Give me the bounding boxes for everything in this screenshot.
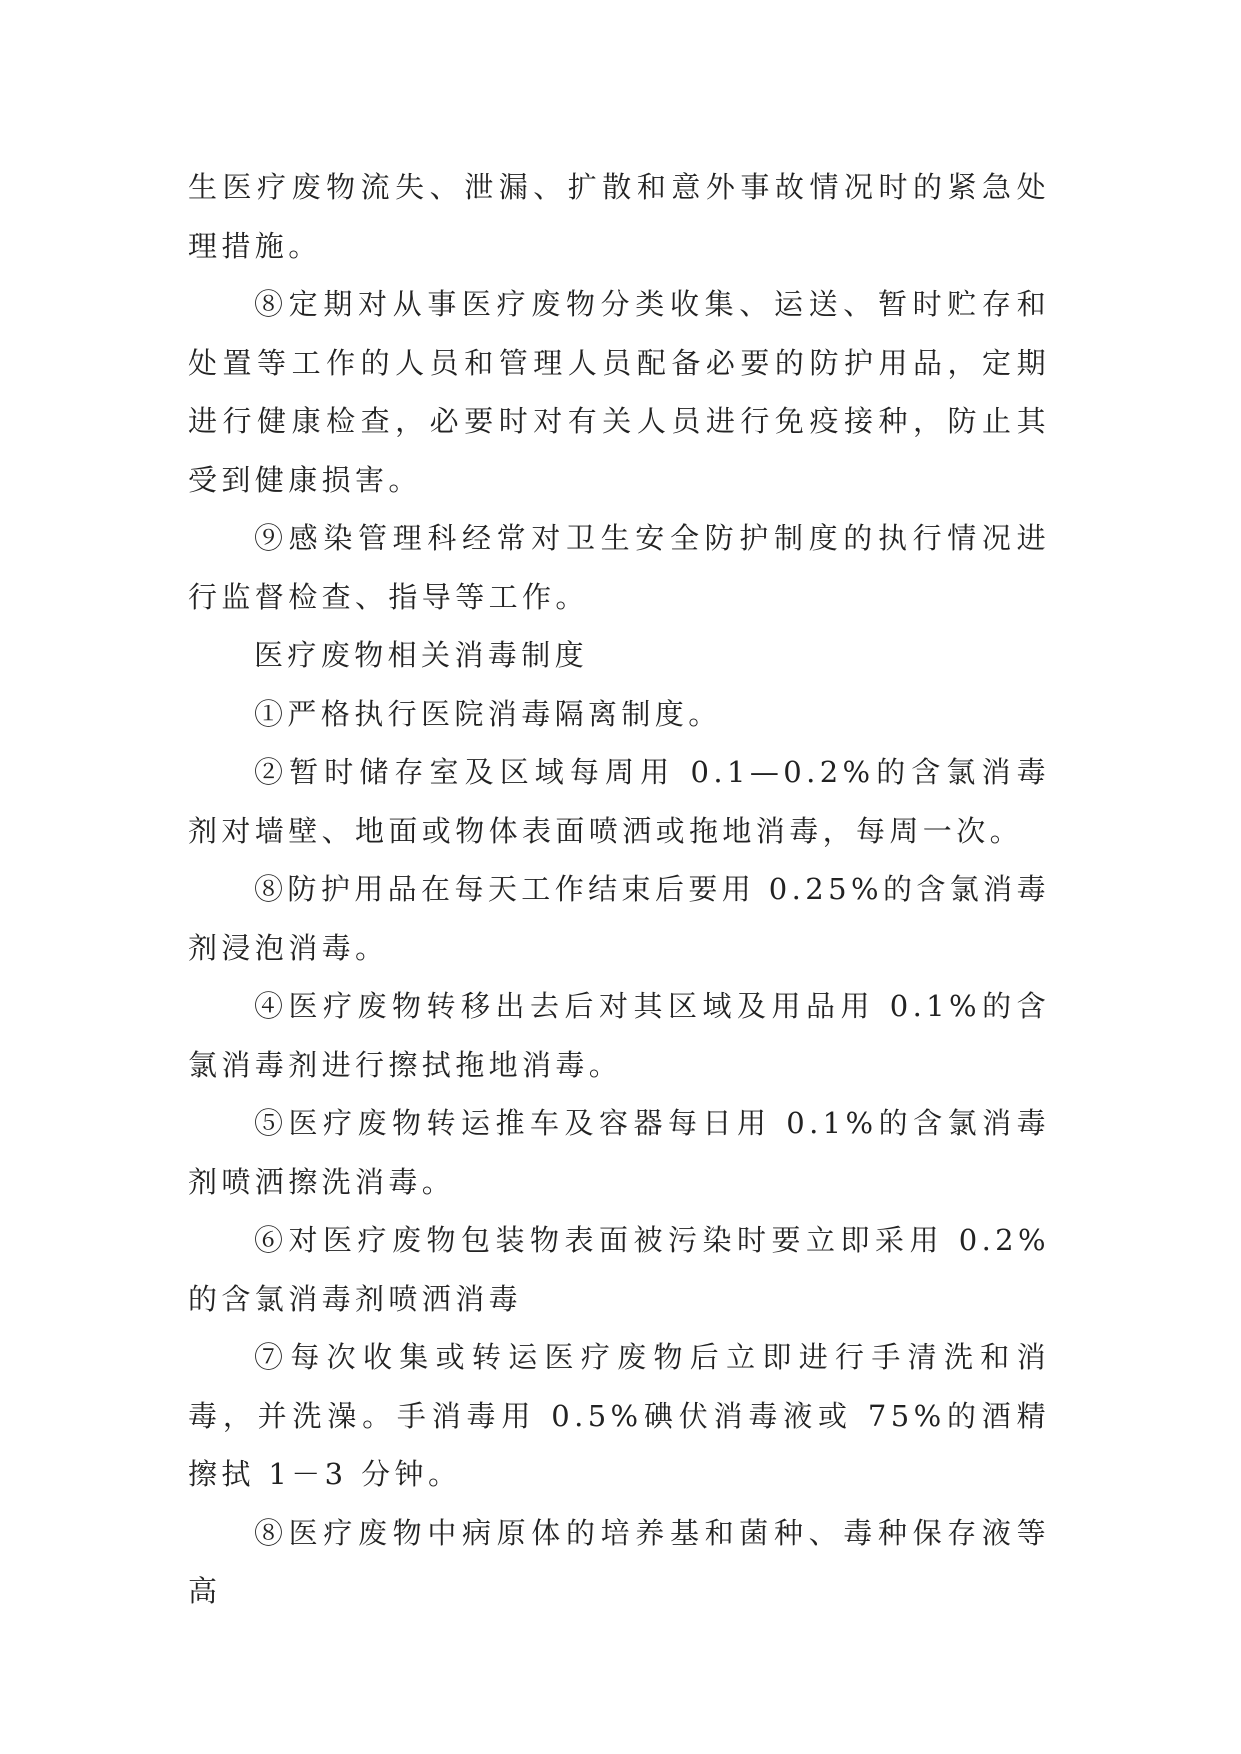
paragraph-packaging-contamination: ⑥对医疗废物包装物表面被污染时要立即采用 0.2%的含氯消毒剂喷洒消毒: [188, 1223, 1050, 1316]
paragraph-hand-disinfection: ⑦每次收集或转运医疗废物后立即进行手清洗和消毒，并洗澡。手消毒用 0.5%碘伏消毒液或 75%的酒精擦拭 1－3 分钟。: [188, 1340, 1050, 1491]
paragraph-area-wiping: ④医疗废物转移出去后对其区域及用品用 0.1%的含氯消毒剂进行擦拭拖地消毒。: [188, 989, 1050, 1082]
paragraph-equipment-soaking: ⑧防护用品在每天工作结束后要用 0.25%的含氯消毒剂浸泡消毒。: [188, 872, 1050, 965]
paragraph-cart-cleaning: ⑤医疗废物转运推车及容器每日用 0.1%的含氯消毒剂喷洒擦洗消毒。: [188, 1106, 1050, 1199]
paragraph-pathogen-culture: ⑧医疗废物中病原体的培养基和菌种、毒种保存液等高: [188, 1515, 1050, 1608]
paragraph-emergency-measures: 生医疗废物流失、泄漏、扩散和意外事故情况时的紧急处理措施。: [188, 170, 1050, 263]
document-page: [188, 158, 1050, 1621]
section-heading-disinfection: 医疗废物相关消毒制度: [254, 638, 589, 672]
paragraph-isolation-system: ①严格执行医院消毒隔离制度。: [254, 696, 722, 731]
paragraph-storage-disinfection: ②暂时储存室及区域每周用 0.1—0.2%的含氯消毒剂对墙壁、地面或物体表面喷洒或拖地消毒，每周一次。: [188, 755, 1050, 848]
paragraph-protective-equipment: ⑧定期对从事医疗废物分类收集、运送、暂时贮存和处置等工作的人员和管理人员配备必要的防护用品，定期进行健康检查，必要时对有关人员进行免疫接种，防止其受到健康损害。: [188, 287, 1050, 497]
paragraph-infection-supervision: ⑨感染管理科经常对卫生安全防护制度的执行情况进行监督检查、指导等工作。: [188, 521, 1050, 614]
